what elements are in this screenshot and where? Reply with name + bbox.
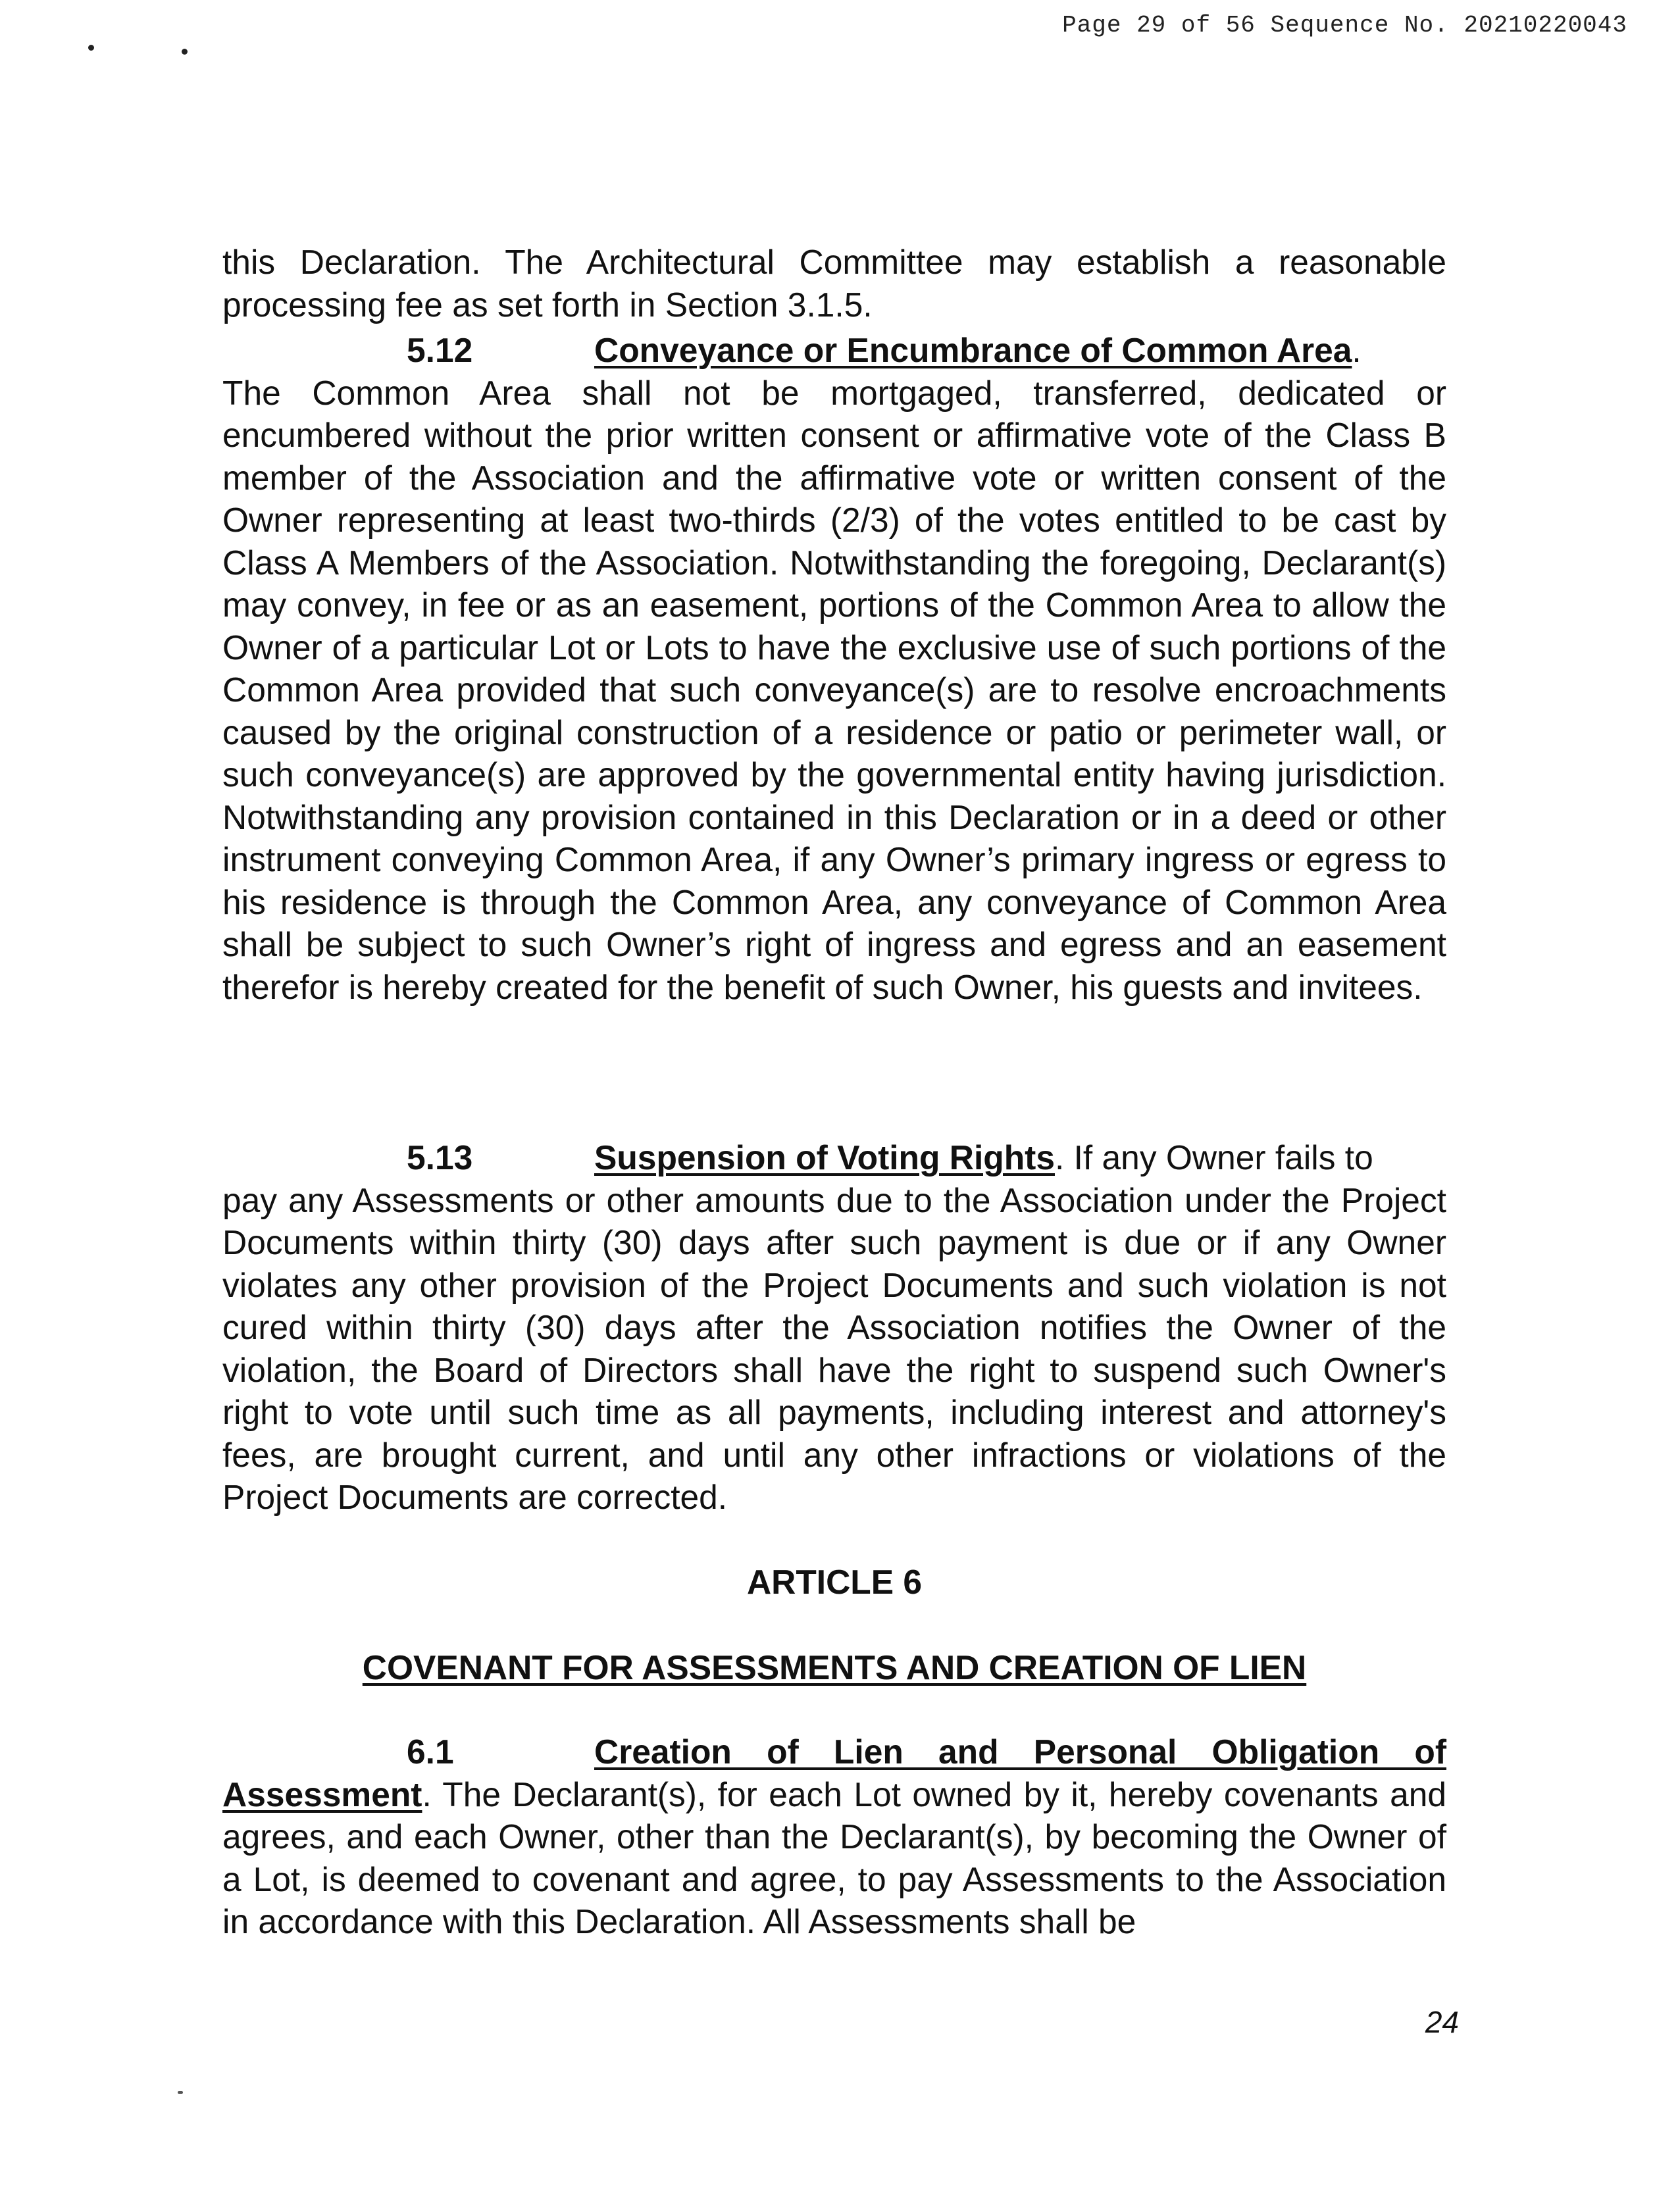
section-title-punct: .: [1352, 331, 1362, 369]
section-5-13: [222, 1136, 1446, 1519]
scan-mark: [88, 45, 94, 51]
section-lead-text: If any Owner fails to: [1064, 1138, 1373, 1177]
section-heading-line: [222, 329, 1446, 372]
section-body: pay any Assessments or other amounts due to the Association under the Project Documents within thirty (30) days after such payment is due or if any Owner violates any other provision of the Project Documents and such violation is not cured within thirty (30) days after the Association notifies the Owner of the violation, the Board of Directors shall have the right to suspend such Owner's right to vote until such time as all payments, including interest and attorney's fees, are brought current, and until any other infractions or violations of the Project Documents are corrected.: [222, 1180, 1446, 1516]
article-number: ARTICLE 6: [746, 1563, 923, 1601]
section-6-1: [222, 1731, 1446, 1943]
intro-paragraph: [222, 241, 1446, 326]
section-number: 5.13: [407, 1138, 473, 1177]
scan-mark: [182, 49, 188, 55]
section-title: Suspension of Voting Rights: [594, 1138, 1055, 1177]
section-heading-line: [222, 1731, 1446, 1773]
section-title: Conveyance or Encumbrance of Common Area: [594, 331, 1352, 369]
section-title-punct: .: [1054, 1138, 1065, 1177]
scan-mark: [178, 2091, 183, 2094]
article-title: COVENANT FOR ASSESSMENTS AND CREATION OF LIEN: [362, 1648, 1307, 1686]
section-body-text: The Declarant(s), for each Lot owned by it, hereby covenants and agrees, and each Owner, other than the Declarant(s), by becoming the Owner of a Lot, is deemed to covenant and agree, to pay Assessments to the Association in accordance with this Declaration. All Assessments shall be: [222, 1775, 1446, 1940]
page-header: Page 29 of 56 Sequence No. 20210220043: [1062, 12, 1627, 39]
page-number: 24: [1425, 2005, 1459, 2039]
article-title-wrap: [222, 1646, 1446, 1689]
section-title: Creation of Lien and Personal Obligation of: [594, 1733, 1446, 1771]
section-title-continued: Assessment: [222, 1775, 422, 1813]
section-title-punct: .: [422, 1775, 432, 1813]
section-heading-line: [222, 1136, 1446, 1179]
section-number: 5.12: [407, 331, 473, 369]
section-5-12: [222, 329, 1446, 1008]
paragraph-text: this Declaration. The Architectural Committee may establish a reasonable processing fee as set forth in Section 3.1.5.: [222, 243, 1446, 324]
section-body: [222, 1773, 1446, 1943]
section-number: 6.1: [407, 1733, 454, 1771]
section-body: The Common Area shall not be mortgaged, transferred, dedicated or encumbered without the prior written consent or affirmative vote of the Class B member of the Association and the affirmative vote or written consent of the Owner representing at least two-thirds (2/3) of the votes entitled to be cast by Class A Members of the Association. Notwithstanding the foregoing, Declarant(s) may convey, in fee or as an easement, portions of the Common Area to allow the Owner of a particular Lot or Lots to have the exclusive use of such portions of the Common Area provided that such conveyance(s) are to resolve encroachments caused by the original construction of a residence or patio or perimeter wall, or such conveyance(s) are approved by the governmental entity having jurisdiction. Notwithstanding any provision contained in this Declaration or in a deed or other instrument conveying Common Area, if any Owner’s primary ingress or egress to his residence is through the Common Area, any conveyance of Common Area shall be subject to such Owner’s right of ingress and egress and an easement therefor is hereby created for the benefit of such Owner, his guests and invitees.: [222, 373, 1446, 1006]
